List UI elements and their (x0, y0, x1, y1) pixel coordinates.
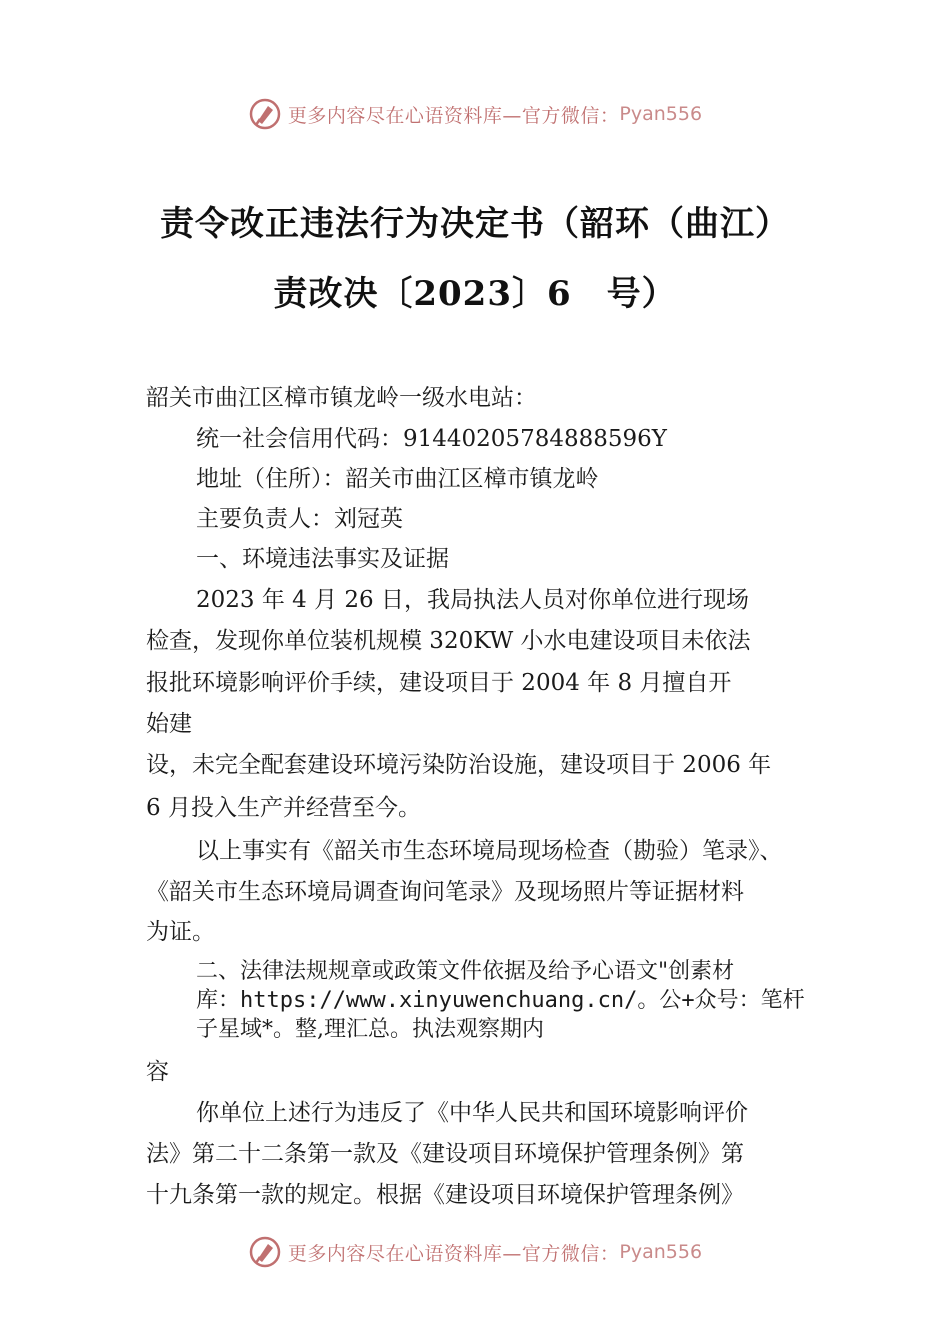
section2-line: 容 (146, 1059, 169, 1085)
paragraph-line: 2023 年 4 月 26 日，我局执法人员对你单位进行现场 (196, 587, 749, 613)
section2-line: 二、法律法规规章或政策文件依据及给予心语文"创素材 (196, 959, 735, 984)
section2-line: 子星域*。整,理汇总。执法观察期内 (196, 1017, 544, 1042)
document-title-line1: 责令改正违法行为决定书（韶环（曲江） (160, 204, 790, 244)
header-banner (0, 94, 950, 134)
paragraph-line: 6 月投入生产并经营至今。 (146, 795, 421, 821)
paragraph-line: 《韶关市生态环境局调查询问笔录》及现场照片等证据材料 (146, 879, 744, 905)
paragraph-line: 十九条第一款的规定。根据《建设项目环境保护管理条例》 (146, 1182, 744, 1208)
paragraph-line: 你单位上述行为违反了《中华人民共和国环境影响评价 (196, 1100, 748, 1126)
section2-line: 库：https://www.xinyuwenchuang.cn/。公+众号：笔杆 (196, 988, 805, 1013)
document-title-line2: 责改决〔2023〕6 号） (273, 274, 677, 314)
banner-text: 更多内容尽在心语资料库—官方微信： (287, 104, 620, 127)
paragraph-line: 以上事实有《韶关市生态环境局现场检查（勘验）笔录》、 (196, 838, 783, 864)
pen-nib-icon (248, 97, 282, 131)
paragraph-line: 检查，发现你单位装机规模 320KW 小水电建设项目未依法 (146, 628, 751, 654)
banner-wechat-id: Pyan556 (619, 1241, 703, 1263)
paragraph-line: 为证。 (146, 919, 215, 945)
banner-wechat-id: Pyan556 (619, 103, 703, 125)
section1-heading: 一、环境违法事实及证据 (196, 546, 449, 572)
principal: 主要负责人：刘冠英 (196, 506, 403, 532)
paragraph-line: 法》第二十二条第一款及《建设项目环境保护管理条例》第 (146, 1141, 744, 1167)
footer-banner (0, 1232, 950, 1272)
credit-code: 统一社会信用代码：91440205784888596Y (196, 426, 667, 452)
recipient: 韶关市曲江区樟市镇龙岭一级水电站： (146, 385, 537, 411)
pen-nib-icon (248, 1235, 282, 1269)
banner-text: 更多内容尽在心语资料库—官方微信： (287, 1242, 620, 1265)
paragraph-line: 始建 (146, 711, 192, 737)
paragraph-line: 设，未完全配套建设环境污染防治设施，建设项目于 2006 年 (146, 752, 772, 778)
address: 地址（住所）：韶关市曲江区樟市镇龙岭 (196, 466, 599, 492)
paragraph-line: 报批环境影响评价手续，建设项目于 2004 年 8 月擅自开 (146, 670, 732, 696)
